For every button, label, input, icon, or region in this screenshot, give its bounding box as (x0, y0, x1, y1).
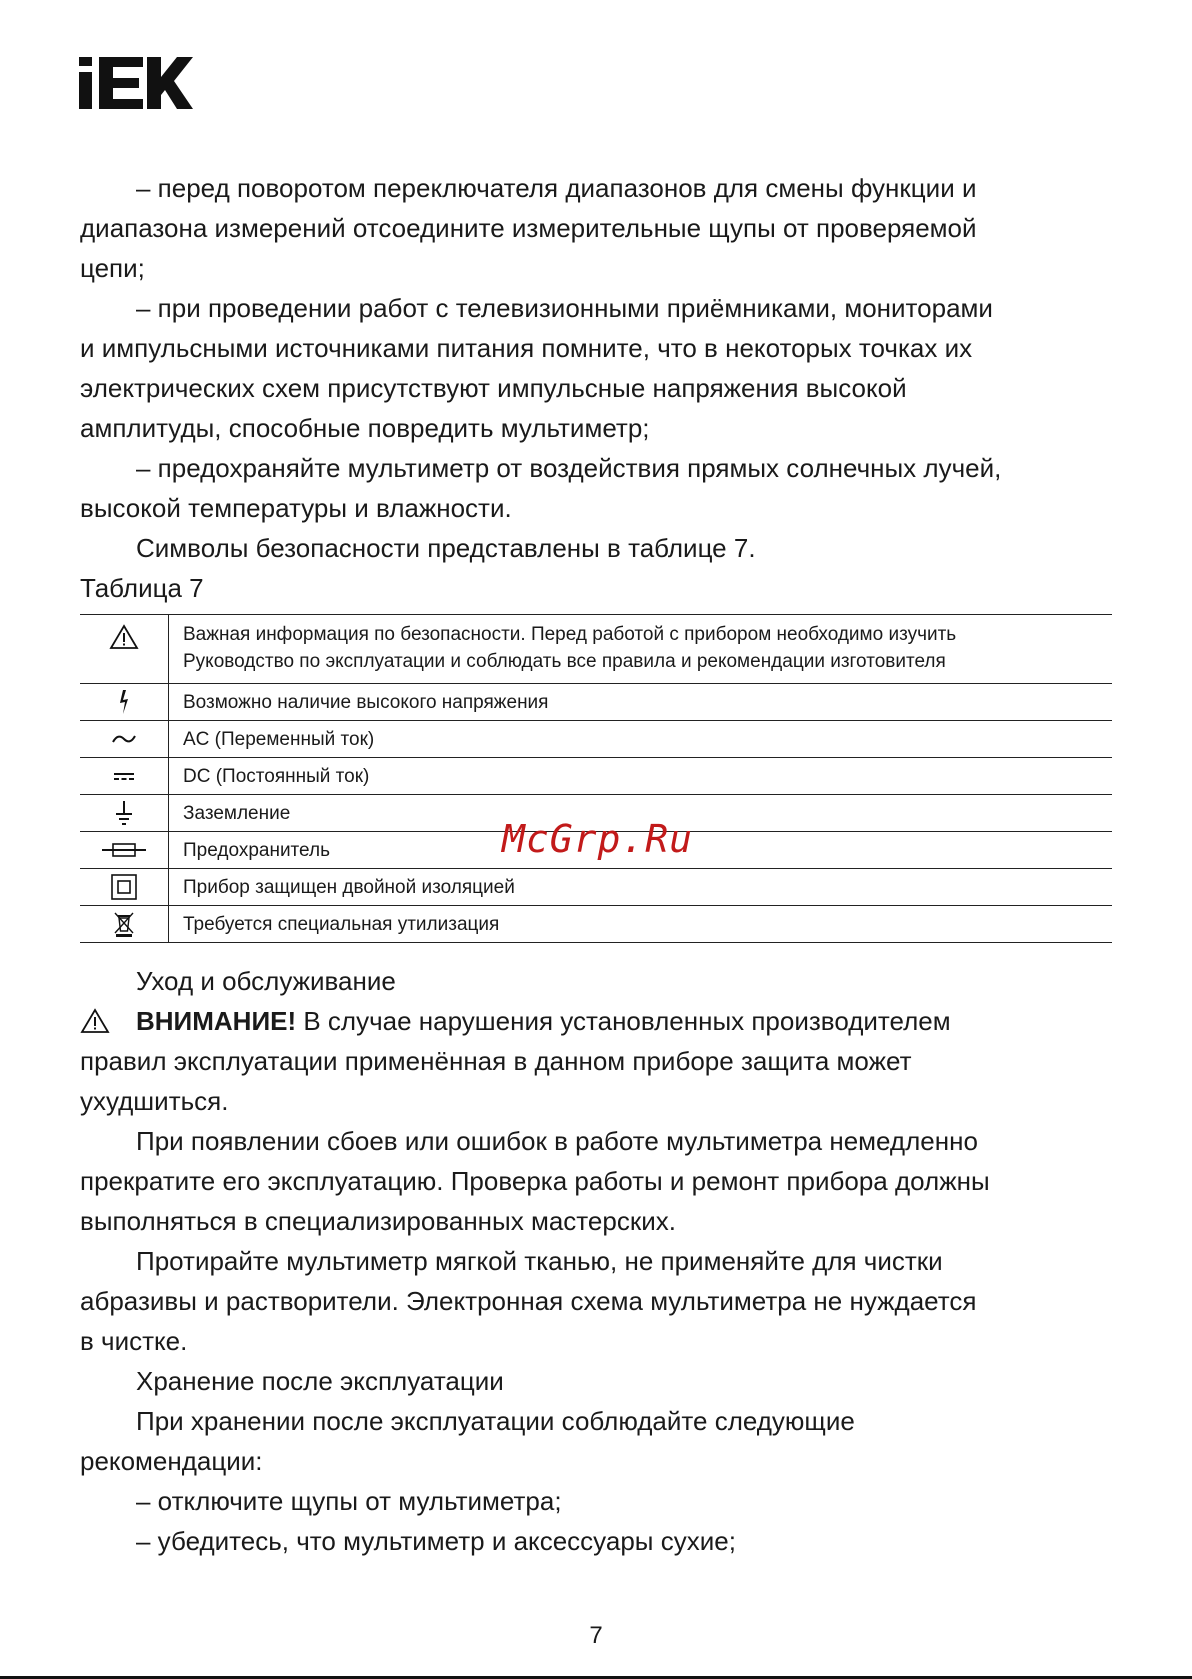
text-line: диапазона измерений отсоедините измерительные щупы от проверяемой (80, 213, 977, 243)
table-row (80, 684, 1112, 721)
table-row (80, 721, 1112, 758)
double-insulation-icon (110, 873, 138, 901)
ac-wave-icon (111, 732, 137, 746)
page-number: 7 (589, 1622, 603, 1649)
ground-icon (114, 800, 134, 826)
text-line: При хранении после эксплуатации соблюдайте следующие (136, 1406, 855, 1436)
row-text: Требуется специальная утилизация (169, 906, 1113, 943)
warning-text: В случае нарушения установленных производителем (296, 1006, 951, 1036)
warning-label: ВНИМАНИЕ! (136, 1006, 297, 1036)
row-text: AC (Переменный ток) (169, 721, 1113, 758)
text-line: высокой температуры и влажности. (80, 493, 512, 523)
list-item: – убедитесь, что мультиметр и аксессуары сухие; (136, 1526, 736, 1556)
text-line: в чистке. (80, 1326, 188, 1356)
row-text: Заземление (169, 795, 1113, 832)
text-line: Символы безопасности представлены в таблице 7. (136, 533, 756, 563)
text-line: – перед поворотом переключателя диапазонов для смены функции и (136, 173, 977, 203)
warning-triangle-icon (109, 624, 139, 650)
text-line: цепи; (80, 253, 145, 283)
watermark: McGrp.Ru (502, 817, 694, 861)
text-line: При появлении сбоев или ошибок в работе мультиметра немедленно (136, 1126, 978, 1156)
text-line: электрических схем присутствуют импульсные напряжения высокой (80, 373, 907, 403)
text-line: прекратите его эксплуатацию. Проверка работы и ремонт прибора должны (80, 1166, 990, 1196)
table-caption: Таблица 7 (80, 573, 204, 603)
warning-paragraph (80, 1001, 1112, 1041)
text-line: правил эксплуатации применённая в данном приборе защита может (80, 1046, 912, 1076)
table-row (80, 758, 1112, 795)
warning-triangle-icon (80, 1008, 110, 1034)
section-heading-care: Уход и обслуживание (136, 966, 396, 996)
safety-symbols-table (80, 614, 1112, 943)
table-row (80, 615, 1112, 684)
dc-icon (112, 770, 136, 782)
table-row (80, 869, 1112, 906)
text-line: – при проведении работ с телевизионными приёмниками, мониторами (136, 293, 993, 323)
high-voltage-icon (117, 689, 131, 715)
weee-bin-icon (112, 910, 136, 938)
page-content (80, 168, 1112, 1561)
table-row (80, 906, 1112, 943)
text-line: – предохраняйте мультиметр от воздействия прямых солнечных лучей, (136, 453, 1002, 483)
row-text: DC (Постоянный ток) (169, 758, 1113, 795)
text-line: рекомендации: (80, 1446, 263, 1476)
fuse-icon (100, 841, 148, 859)
list-item: – отключите щупы от мультиметра; (136, 1486, 562, 1516)
row-text: Предохранитель (169, 832, 1113, 869)
text-line: выполняться в специализированных мастерских. (80, 1206, 676, 1236)
section-heading-storage: Хранение после эксплуатации (136, 1366, 504, 1396)
iek-logo (79, 57, 193, 109)
text-line: Протирайте мультиметр мягкой тканью, не применяйте для чистки (136, 1246, 943, 1276)
row-text: Руководство по эксплуатации и соблюдать все правила и рекомендации изготовителя (183, 651, 946, 672)
text-line: ухудшиться. (80, 1086, 229, 1116)
text-line: абразивы и растворители. Электронная схема мультиметра не нуждается (80, 1286, 977, 1316)
row-text: Важная информация по безопасности. Перед работой с прибором необходимо изучить (183, 624, 957, 645)
row-text: Прибор защищен двойной изоляцией (169, 869, 1113, 906)
row-text: Возможно наличие высокого напряжения (169, 684, 1113, 721)
text-line: амплитуды, способные повредить мультиметр; (80, 413, 650, 443)
text-line: и импульсными источниками питания помните, что в некоторых точках их (80, 333, 973, 363)
